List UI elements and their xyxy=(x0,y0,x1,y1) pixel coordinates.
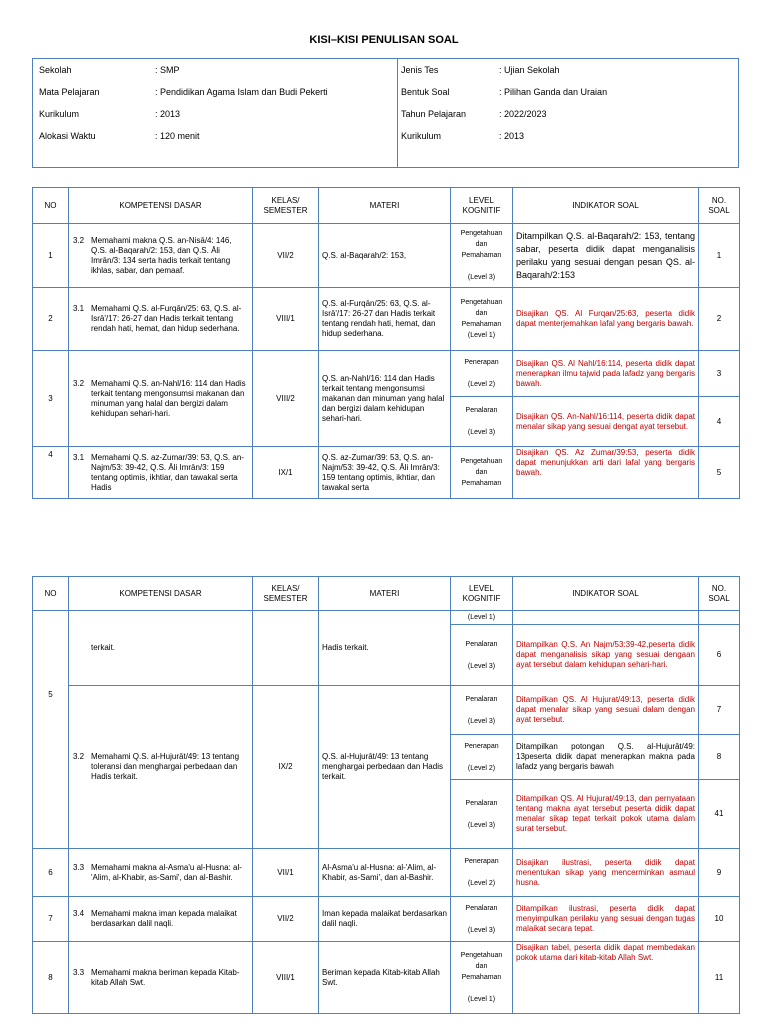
cell-nosoal: 11 xyxy=(699,942,740,1014)
cell-indikator: Ditampilkan Q.S. An Najm/53:39-42,peserta didik dapat menganalisis sikap yang sesuai dengaan ayat tersebut dalam kehidupan sehari-hari. xyxy=(513,625,699,686)
cell-indikator: Disajikan QS. An-Nahl/16:114, peserta didik dapat menalar sikap yang sesuai dengat ayat tersebut. xyxy=(513,397,699,447)
cell-level: Penalaran (Level 3) xyxy=(451,780,513,849)
cell-kd: 3.2 Memahami Q.S. an-Nahl/16: 114 dan Hadis terkait tentang mengonsumsi makanan dan minuman yang halal dan bergizi dalam kehidupan sehari-hari. xyxy=(69,351,253,447)
cell-no: 2 xyxy=(33,288,69,351)
cell-kd: 3.3 Memahami makna al-Asma'u al-Husna: al-'Alim, al-Khabir, as-Sami', dan al-Bashir. xyxy=(69,849,253,897)
cell-nosoal: 6 xyxy=(699,625,740,686)
header-level: LEVEL KOGNITIF xyxy=(451,188,513,224)
cell-kelas: VIII/2 xyxy=(253,351,319,447)
cell-nosoal xyxy=(699,611,740,625)
cell-indikator: Disajikan QS. Al Nahl/16:114, peserta didik dapat menerapkan ilmu tajwid pada lafadz yang bergaris bawah. xyxy=(513,351,699,397)
cell-indikator: Ditampilkan Q.S. al-Baqarah/2: 153, tentang sabar, peserta didik dapat menganalisis perilaku yang sesuai dengan pesan QS. al-Baqarah/2:153 xyxy=(513,224,699,288)
table-row xyxy=(33,897,740,942)
cell-kd: 3.3 Memahami makna beriman kepada Kitab-kitab Allah Swt. xyxy=(69,942,253,1014)
cell-level: Penalaran (Level 3) xyxy=(451,897,513,942)
cell-indikator xyxy=(513,611,699,625)
cell-level: Penerapan (Level 2) xyxy=(451,849,513,897)
cell-materi: Q.S. al-Furqān/25: 63, Q.S. al-Isrā'/17: 26-27 dan Hadis terkait tentang rendah hati, hemat, dan hidup sederhana. xyxy=(319,288,451,351)
info-divider xyxy=(397,59,398,167)
document-title: KISI–KISI PENULISAN SOAL xyxy=(309,34,459,46)
table-header xyxy=(33,188,740,224)
table-row xyxy=(33,288,740,351)
header-nosoal: NO. SOAL xyxy=(699,577,740,611)
kisi-table-2 xyxy=(32,576,740,1014)
cell-kd: 3.2 Memahami Q.S. al-Hujurāt/49: 13 tentang toleransi dan menghargai perbedaan dan Hadis terkait. xyxy=(69,686,253,849)
cell-level: Pengetahuan dan Pemahaman (Level 1) xyxy=(451,288,513,351)
table-row xyxy=(33,686,740,735)
cell-nosoal: 3 xyxy=(699,351,740,397)
cell-materi: Hadis terkait. xyxy=(319,611,451,686)
header-kelas: KELAS/ SEMESTER xyxy=(253,188,319,224)
cell-no: 7 xyxy=(33,897,69,942)
table-header xyxy=(33,577,740,611)
cell-no: 5 xyxy=(33,686,69,849)
cell-no: 6 xyxy=(33,849,69,897)
cell-materi: Iman kepada malaikat berdasarkan dalil naqli. xyxy=(319,897,451,942)
cell-kelas: VII/2 xyxy=(253,897,319,942)
table-row xyxy=(33,224,740,288)
cell-level: Penalaran (Level 3) xyxy=(451,686,513,735)
cell-kd: 3.2 Memahami makna Q.S. an-Nisā/4: 146, Q.S. al-Baqarah/2: 153, dan Q.S. Āli Imrān/3: 134 serta hadis terkait tentang ikhlas, sabar, dan pemaaf. xyxy=(69,224,253,288)
cell-materi: Al-Asma'u al-Husna: al-'Alim, al-Khabir, as-Sami', dan al-Bashir. xyxy=(319,849,451,897)
header-materi: MATERI xyxy=(319,577,451,611)
cell-materi: Beriman kepada Kitab-kitab Allah Swt. xyxy=(319,942,451,1014)
cell-kelas: VII/1 xyxy=(253,849,319,897)
table-row xyxy=(33,849,740,897)
cell-level: Pengetahuan dan Pemahaman (Level 3) xyxy=(451,224,513,288)
cell-nosoal: 5 xyxy=(699,447,740,499)
cell-no: 1 xyxy=(33,224,69,288)
cell-indikator: Disajikan tabel, peserta didik dapat membedakan pokok utama dari kitab-kitab Allah Swt. xyxy=(513,942,699,1014)
cell-kd: 3.4 Memahami makna iman kepada malaikat berdasarkan dalil naqli. xyxy=(69,897,253,942)
cell-nosoal: 8 xyxy=(699,735,740,780)
table-row xyxy=(33,611,740,625)
cell-kd: terkait. xyxy=(69,611,253,686)
cell-level: Penalaran (Level 3) xyxy=(451,625,513,686)
header-materi: MATERI xyxy=(319,188,451,224)
header-kelas: KELAS/ SEMESTER xyxy=(253,577,319,611)
table-row xyxy=(33,351,740,397)
cell-nosoal: 2 xyxy=(699,288,740,351)
cell-kelas: VIII/1 xyxy=(253,288,319,351)
cell-kelas: VIII/1 xyxy=(253,942,319,1014)
cell-no: 4 xyxy=(33,447,69,499)
cell-level: Pengetahuan dan Pemahaman (Level 1) xyxy=(451,942,513,1014)
header-no: NO xyxy=(33,577,69,611)
cell-indikator: Ditampilkan potongan Q.S. al-Hujurāt/49: 13peserta didik dapat menerapkan makna pada lafadz yang bergaris bawah xyxy=(513,735,699,780)
header-kd: KOMPETENSI DASAR xyxy=(69,577,253,611)
header-kd: KOMPETENSI DASAR xyxy=(69,188,253,224)
header-indikator: INDIKATOR SOAL xyxy=(513,188,699,224)
cell-no: 3 xyxy=(33,351,69,447)
cell-kd: 3.1 Memahami Q.S. al-Furqān/25: 63, Q.S. al-Isrā'/17: 26-27 dan Hadis terkait tentang rendah hati, hemat, dan hidup sederhana. xyxy=(69,288,253,351)
cell-level: (Level 1) xyxy=(451,611,513,625)
cell-indikator: Disajikan QS. Az Zumar/39:53, peserta didik dapat menunjukkan arti dari lafal yang bergaris bawah. xyxy=(513,447,699,499)
cell-indikator: Ditampilkan QS. Al Hujurat/49:13, peserta didik dapat menalar sikap yang sesuai dalam dengan ayat tersebut. xyxy=(513,686,699,735)
cell-nosoal: 10 xyxy=(699,897,740,942)
header-level: LEVEL KOGNITIF xyxy=(451,577,513,611)
cell-indikator: Ditampilkan QS. Al Hujurat/49:13, dan pernyataan tentang makna ayat tersebut peserta didik dapat menalar sikap tepat terkait pokok utama dalam surat tersebut. xyxy=(513,780,699,849)
cell-kelas: VII/2 xyxy=(253,224,319,288)
cell-nosoal: 7 xyxy=(699,686,740,735)
cell-indikator: Disajikan QS. Al Furqan/25:63, peserta didik dapat menterjemahkan lafal yang bergaris bawah. xyxy=(513,288,699,351)
header-no: NO xyxy=(33,188,69,224)
header-indikator: INDIKATOR SOAL xyxy=(513,577,699,611)
cell-materi: Q.S. al-Hujurāt/49: 13 tentang menghargai perbedaan dan Hadis terkait. xyxy=(319,686,451,849)
cell-nosoal: 41 xyxy=(699,780,740,849)
cell-level: Pengetahuan dan Pemahaman xyxy=(451,447,513,499)
cell-level: Penerapan (Level 2) xyxy=(451,351,513,397)
cell-materi: Q.S. az-Zumar/39: 53, Q.S. an-Najm/53: 39-42, Q.S. Āli Imrān/3: 159 tentang optimis, ikhtiar, dan tawakal serta xyxy=(319,447,451,499)
cell-nosoal: 9 xyxy=(699,849,740,897)
info-box: Sekolah : SMP Mata Pelajaran : Pendidikan Agama Islam dan Budi Pekerti Kurikulum : 2013 Alokasi Waktu : 120 menit Jenis Tes : Ujian Sekolah Bentuk Soal : Pilihan Ganda dan Uraian Tahun Pelajaran : 2022/2023 Kurikulum : 2013 xyxy=(32,58,739,168)
cell-kelas: IX/2 xyxy=(253,686,319,849)
cell-nosoal: 4 xyxy=(699,397,740,447)
cell-kelas: IX/1 xyxy=(253,447,319,499)
cell-materi: Q.S. an-Nahl/16: 114 dan Hadis terkait tentang mengonsumsi makanan dan minuman yang halal dan bergizi dalam kehidupan sehari-hari. xyxy=(319,351,451,447)
cell-no: 8 xyxy=(33,942,69,1014)
cell-level: Penalaran (Level 3) xyxy=(451,397,513,447)
cell-kelas xyxy=(253,611,319,686)
cell-indikator: Disajikan ilustrasi, peserta didik dapat menentukan sikap yang mencerminkan asmaul husna. xyxy=(513,849,699,897)
cell-no xyxy=(33,611,69,686)
cell-kd: 3.1 Memahami Q.S. az-Zumar/39: 53, Q.S. an-Najm/53: 39-42, Q.S. Āli Imrān/3: 159 tentang optimis, ikhtiar, dan tawakal serta Hadis xyxy=(69,447,253,499)
cell-nosoal: 1 xyxy=(699,224,740,288)
table-row xyxy=(33,942,740,1014)
header-nosoal: NO. SOAL xyxy=(699,188,740,224)
cell-materi: Q.S. al-Baqarah/2: 153, xyxy=(319,224,451,288)
kisi-table-1 xyxy=(32,187,740,499)
table-row xyxy=(33,447,740,499)
cell-indikator: Ditampilkan ilustrasi, peserta didik dapat menyimpulkan perilaku yang sesuai dengan tugas malaikat secara tepat. xyxy=(513,897,699,942)
cell-level: Penerapan (Level 2) xyxy=(451,735,513,780)
